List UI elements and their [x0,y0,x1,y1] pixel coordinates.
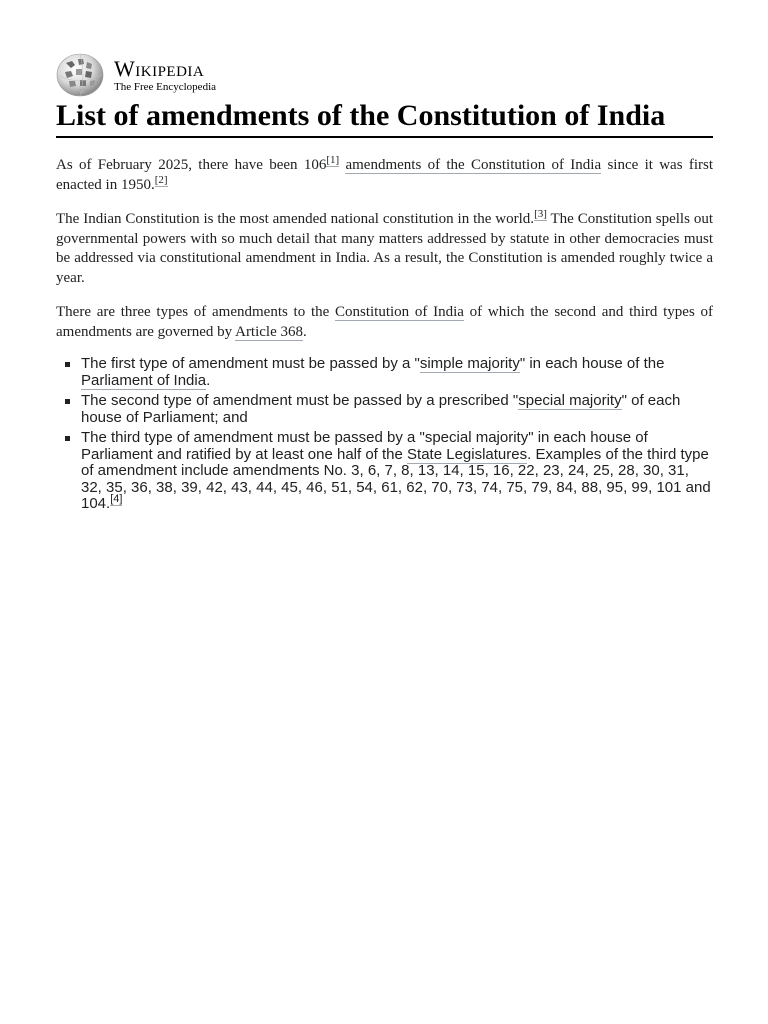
citation-4[interactable]: [4] [110,493,123,505]
bullet-icon [65,399,70,404]
bullet-icon [65,362,70,367]
citation-1[interactable]: [1] [326,154,340,166]
link-amendments-of-the-constitution[interactable]: amendments of the Constitution of India [345,157,602,173]
link-parliament-of-india[interactable]: Parliament of India [81,371,207,389]
amendment-types-list [56,356,713,513]
site-logo[interactable] [56,52,713,98]
intro-paragraph-2: The Indian Constitution is the most amended national constitution in the world.[3] The Constitution spells out governmental powers with so much detail that many matters addressed by statute in other democracies must be addressed via constitutional amendment in India. As a result, the Constitution is amended roughly twice a year. [56,208,713,286]
bullet-icon [65,436,70,441]
intro-paragraph-3: There are three types of amendments to the Constitution of India of which the second and third types of amendments are governed by Article 368. [56,304,714,340]
wordmark [114,55,217,93]
intro-paragraph-1: As of February 2025, there have been 106[1] amendments of the Constitution of India since it was first enacted in 1950.[2] [56,154,714,193]
citation-2[interactable]: [2] [154,173,168,186]
citation-3[interactable]: [3] [534,208,547,220]
list-item: The first type of amendment must be passed by a "simple majority" in each house of the Parliament of India. [56,356,713,389]
article-page [56,52,713,517]
page-title: List of amendments of the Constitution of India [56,98,713,138]
link-simple-majority[interactable]: simple majority [419,355,520,372]
wikipedia-globe-icon [56,53,104,97]
wordmark-title: Wikipedia [114,55,205,81]
link-special-majority[interactable]: special majority [518,392,622,409]
link-state-legislatures[interactable]: State Legislatures [407,445,528,463]
link-constitution-of-india[interactable]: Constitution of India [335,304,464,320]
list-item: The second type of amendment must be passed by a prescribed "special majority" of each house of Parliament; and [56,393,713,426]
wordmark-tagline: The Free Encyclopedia [114,80,217,93]
link-article-368[interactable]: Article 368 [235,323,304,340]
list-item: The third type of amendment must be passed by a "special majority" in each house of Parliament and ratified by at least one half of the State Legislatures. Examples of the third type of amendment include amendments No. 3, 6, 7, 8, 13, 14, 15, 16, 22, 23, 24, 25, 28, 30, 31, 32, 35, 36, 38, 39, 42, 43, 44, 45, 46, 51, 54, 61, 62, 70, 73, 74, 75, 79, 84, 88, 95, 99, 101 and 104.[4] [56,430,713,513]
